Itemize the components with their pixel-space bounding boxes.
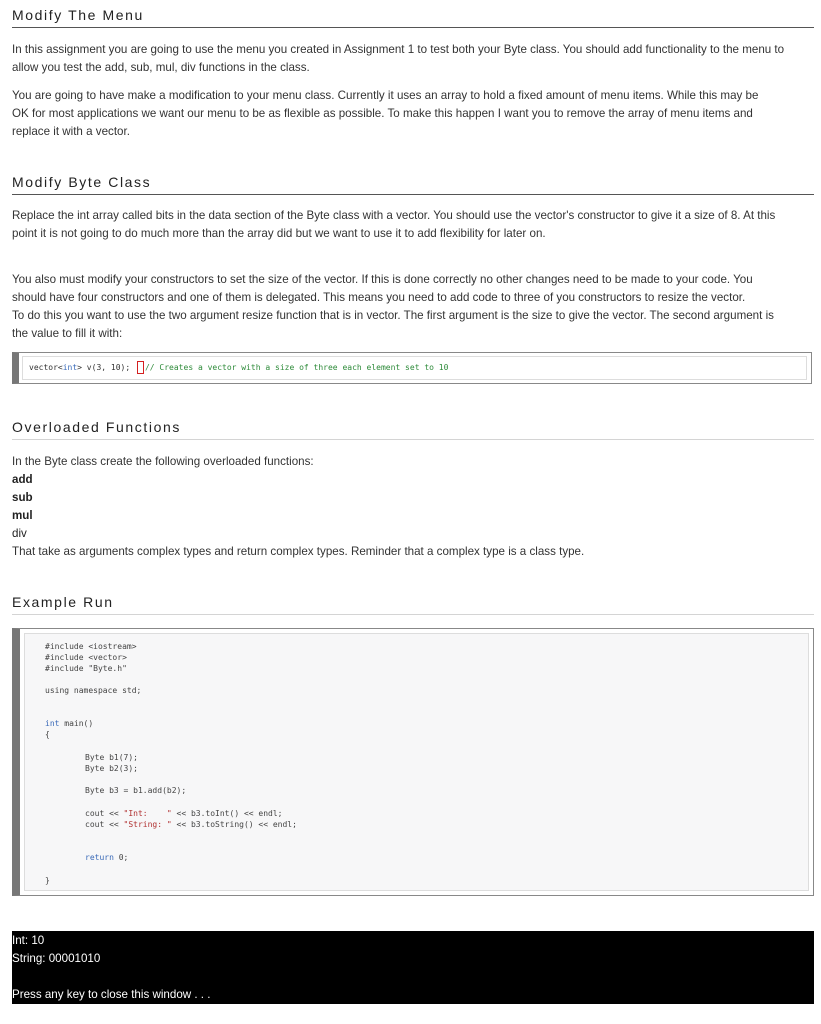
heading-overloaded-functions: Overloaded Functions bbox=[12, 419, 814, 440]
code-editor[interactable] bbox=[22, 356, 807, 380]
code-comment: // Creates a vector with a size of three each element set to 10 bbox=[144, 363, 449, 372]
code-line bbox=[85, 820, 297, 830]
vector-code-snippet bbox=[12, 352, 812, 384]
example-code-block bbox=[12, 628, 814, 896]
text-line: To do this you want to use the two argument resize function that is in vector. The first argument is the size to give the vector. The second argument is bbox=[12, 309, 774, 322]
code-line: #include "Byte.h" bbox=[45, 664, 127, 673]
text-line: In the Byte class create the following overloaded functions: bbox=[12, 455, 314, 468]
function-name-sub: sub bbox=[12, 491, 33, 504]
code-line: { bbox=[45, 730, 50, 739]
code-line: #include <vector> bbox=[45, 653, 127, 662]
function-name-add: add bbox=[12, 473, 33, 486]
code-token: << b3.toString() << endl; bbox=[171, 820, 297, 829]
heading-modify-the-menu: Modify The Menu bbox=[12, 7, 814, 28]
console-line: String: 00001010 bbox=[12, 952, 101, 965]
overloaded-list bbox=[12, 453, 816, 561]
code-token: > v(3, 10); bbox=[77, 363, 135, 372]
code-token: cout << bbox=[85, 820, 124, 829]
code-line bbox=[45, 719, 93, 729]
menu-paragraph-1 bbox=[12, 41, 816, 77]
text-line: OK for most applications we want our menu to be as flexible as possible. To make this happen I want you to remove the array of menu items and bbox=[12, 107, 753, 120]
code-keyword: return bbox=[85, 853, 114, 862]
code-line: } bbox=[45, 876, 50, 885]
code-keyword: int bbox=[45, 719, 60, 728]
heading-modify-byte-class: Modify Byte Class bbox=[12, 174, 814, 195]
code-line bbox=[85, 809, 282, 819]
byte-paragraph-1 bbox=[12, 207, 816, 243]
code-token: 0; bbox=[113, 853, 129, 862]
code-token: << b3.toInt() << endl; bbox=[171, 809, 283, 818]
console-line: Int: 10 bbox=[12, 934, 45, 947]
code-line: using namespace std; bbox=[45, 686, 142, 695]
text-line: In this assignment you are going to use the menu you created in Assignment 1 to test both your Byte class. You should add functionality to the menu to bbox=[12, 43, 785, 56]
code-editor[interactable] bbox=[24, 633, 809, 891]
heading-example-run: Example Run bbox=[12, 594, 814, 615]
text-line: allow you test the add, sub, mul, div functions in the class. bbox=[12, 61, 310, 74]
menu-paragraph-2 bbox=[12, 87, 816, 141]
text-line: the value to fill it with: bbox=[12, 327, 123, 340]
text-line: You are going to have make a modification to your menu class. Currently it uses an array to hold a fixed amount of menu items. While this may be bbox=[12, 89, 759, 102]
text-line: That take as arguments complex types and return complex types. Reminder that a complex type is a class type. bbox=[12, 545, 585, 558]
console-output bbox=[12, 931, 814, 1004]
code-line: Byte b2(3); bbox=[85, 764, 138, 773]
text-line: Replace the int array called bits in the data section of the Byte class with a vector. You should use the vector's constructor to give it a size of 8. At this bbox=[12, 209, 776, 222]
code-line: Byte b3 = b1.add(b2); bbox=[85, 786, 187, 795]
function-name-mul: mul bbox=[12, 509, 33, 522]
console-line: Press any key to close this window . . . bbox=[12, 988, 211, 1001]
code-token: main() bbox=[59, 719, 94, 728]
code-token: cout << bbox=[85, 809, 124, 818]
code-string: "Int: " bbox=[123, 809, 172, 818]
byte-paragraph-2 bbox=[12, 271, 816, 343]
code-line bbox=[85, 853, 128, 863]
text-line: should have four constructors and one of them is delegated. This means you need to add code to three of you constructors to resize the vector. bbox=[12, 291, 746, 304]
text-line: You also must modify your constructors to set the size of the vector. If this is done correctly no other changes need to be made to your code. You bbox=[12, 273, 753, 286]
text-line: replace it with a vector. bbox=[12, 125, 130, 138]
text-line: point it is not going to do much more than the array did but we want to use it to add flexibility for later on. bbox=[12, 227, 546, 240]
text-cursor bbox=[137, 361, 144, 374]
code-line: #include <iostream> bbox=[45, 642, 137, 651]
function-name-div: div bbox=[12, 527, 27, 540]
code-keyword: int bbox=[62, 363, 78, 372]
code-line: Byte b1(7); bbox=[85, 753, 138, 762]
code-token: vector< bbox=[29, 363, 63, 372]
code-string: "String: " bbox=[123, 820, 172, 829]
